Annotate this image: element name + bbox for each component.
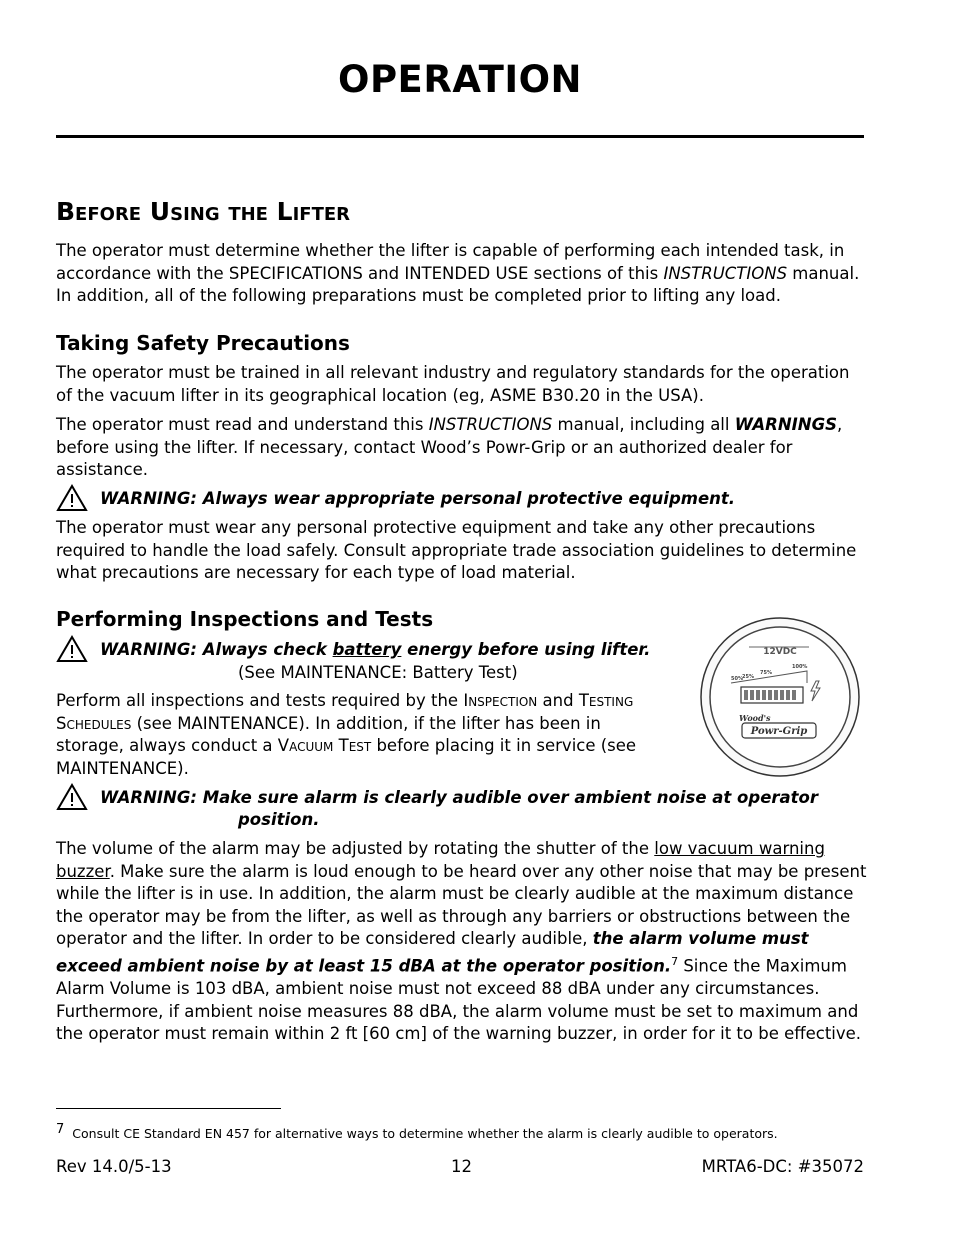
warning-battery xyxy=(56,639,696,661)
safety-p2-italic: INSTRUCTIONS xyxy=(428,415,553,434)
inspections-paragraph-2 xyxy=(56,838,868,1046)
safety-p2-b: manual, including all xyxy=(552,415,735,434)
warning-ppe-text: WARNING: Always wear appropriate personal protective equipment. xyxy=(100,489,736,508)
inspections-heading: Performing Inspections and Tests xyxy=(56,607,434,631)
footnote-number: 7 xyxy=(56,1122,65,1137)
warning-ppe xyxy=(56,488,864,510)
safety-p2-a: The operator must read and understand this xyxy=(56,415,429,434)
gauge-brand-small: Wood's xyxy=(739,713,771,723)
insp-p1-d: before placing it in service (see MAINTENANCE). xyxy=(56,736,637,778)
gauge-brand: Powr-Grip xyxy=(750,726,808,737)
gauge-voltage-label: 12VDC xyxy=(763,647,797,657)
insp-p1-sc3: Vacuum Test xyxy=(277,736,372,756)
intro-text-b: manual. In addition, all of the following preparations must be completed prior to lifting any load. xyxy=(56,263,860,306)
see-maintenance-ref xyxy=(238,662,518,684)
footnote xyxy=(56,1122,778,1141)
safety-p2-c: , before using the lifter. If necessary, contact Wood’s Powr-Grip or an authorized dealer for assistance. xyxy=(56,415,843,480)
title-rule xyxy=(56,135,864,138)
footer-page-number: 12 xyxy=(451,1157,472,1176)
warning-alarm xyxy=(56,787,864,831)
warning-triangle-icon xyxy=(56,484,88,512)
inspections-paragraph-1 xyxy=(56,690,666,780)
insp-p2-c: Since the Maximum Alarm Volume is 103 dBA, ambient noise must not exceed 88 dBA under any circumstances. Furthermore, if ambient noise measures 88 dBA, the alarm volume must be set to maximum and the operator must remain within 2 ft [60 cm] of the warning buzzer, in order for it to be effective. xyxy=(56,956,862,1044)
footer-document-id: MRTA6-DC: #35072 xyxy=(701,1157,864,1176)
footnote-rule xyxy=(56,1108,281,1109)
insp-p1-sc2: Testing Schedules xyxy=(56,691,634,733)
insp-p1-b: and xyxy=(537,691,579,710)
gauge-pct-high: 100% xyxy=(792,664,808,670)
warning-alarm-line2: position. xyxy=(238,810,320,829)
safety-paragraph-1: The operator must be trained in all relevant industry and regulatory standards for the operation of the vacuum lifter in its geographical location (eg, ASME B30.20 in the USA). xyxy=(56,363,850,405)
safety-paragraph-3: The operator must wear any personal protective equipment and take any other precautions required to handle the load safely. Consult appropriate trade association guidelines to determine what precautions are necessary for each type of load material. xyxy=(56,518,857,583)
warning-battery-b: energy before using lifter. xyxy=(401,640,651,659)
safety-heading: Taking Safety Precautions xyxy=(56,331,350,355)
insp-p2-bold: the alarm volume must exceed ambient noise by at least 15 dBA at the operator position. xyxy=(56,929,809,976)
safety-p2-bold: WARNINGS xyxy=(734,415,838,434)
insp-p1-c: (see MAINTENANCE). In addition, if the lifter has been in storage, always conduct a xyxy=(56,713,601,756)
insp-p1-sc1: Inspection xyxy=(463,691,538,710)
battery-link[interactable]: battery xyxy=(332,640,402,659)
gauge-pct-mid1: 25% xyxy=(742,674,754,680)
footer-revision: Rev 14.0/5-13 xyxy=(56,1157,172,1176)
low-vacuum-buzzer-link[interactable]: low vacuum warning buzzer xyxy=(56,839,825,881)
warning-triangle-icon xyxy=(56,783,88,811)
warning-battery-a: WARNING: Always check xyxy=(100,640,333,659)
warning-triangle-icon xyxy=(56,635,88,663)
see-maintenance-text: (See MAINTENANCE: Battery Test) xyxy=(238,663,518,682)
gauge-pct-low: 50% xyxy=(731,676,743,682)
page-title: OPERATION xyxy=(337,58,583,101)
section-title: Before Using the Lifter xyxy=(56,197,351,226)
intro-italic: INSTRUCTIONS xyxy=(663,263,788,283)
insp-p2-b: . Make sure the alarm is loud enough to be heard over any other noise that may be present while the lifter is in use. In addition, the alarm must be clearly audible at the maximum distance the operator may be from the lifter, as well as through any barriers or obstructions between the operator and the lifter. In order to be considered clearly audible, xyxy=(56,861,867,949)
gauge-pct-mid2: 75% xyxy=(760,670,772,676)
warning-alarm-line1: WARNING: Make sure alarm is clearly audible over ambient noise at operator xyxy=(100,788,819,807)
intro-paragraph xyxy=(56,240,868,308)
battery-gauge-image xyxy=(697,617,864,777)
insp-p2-a: The volume of the alarm may be adjusted by rotating the shutter of the xyxy=(56,839,655,858)
footnote-ref[interactable]: 7 xyxy=(671,954,679,968)
footnote-text: Consult CE Standard EN 457 for alternative ways to determine whether the alarm is clearly audible to operators. xyxy=(72,1126,778,1142)
safety-paragraph-2 xyxy=(56,414,868,482)
insp-p1-a: Perform all inspections and tests required by the xyxy=(56,691,464,710)
intro-text-a: The operator must determine whether the lifter is capable of performing each intended task, in accordance with the SPECIFICATIONS and INTENDED USE sections of this xyxy=(56,241,845,283)
